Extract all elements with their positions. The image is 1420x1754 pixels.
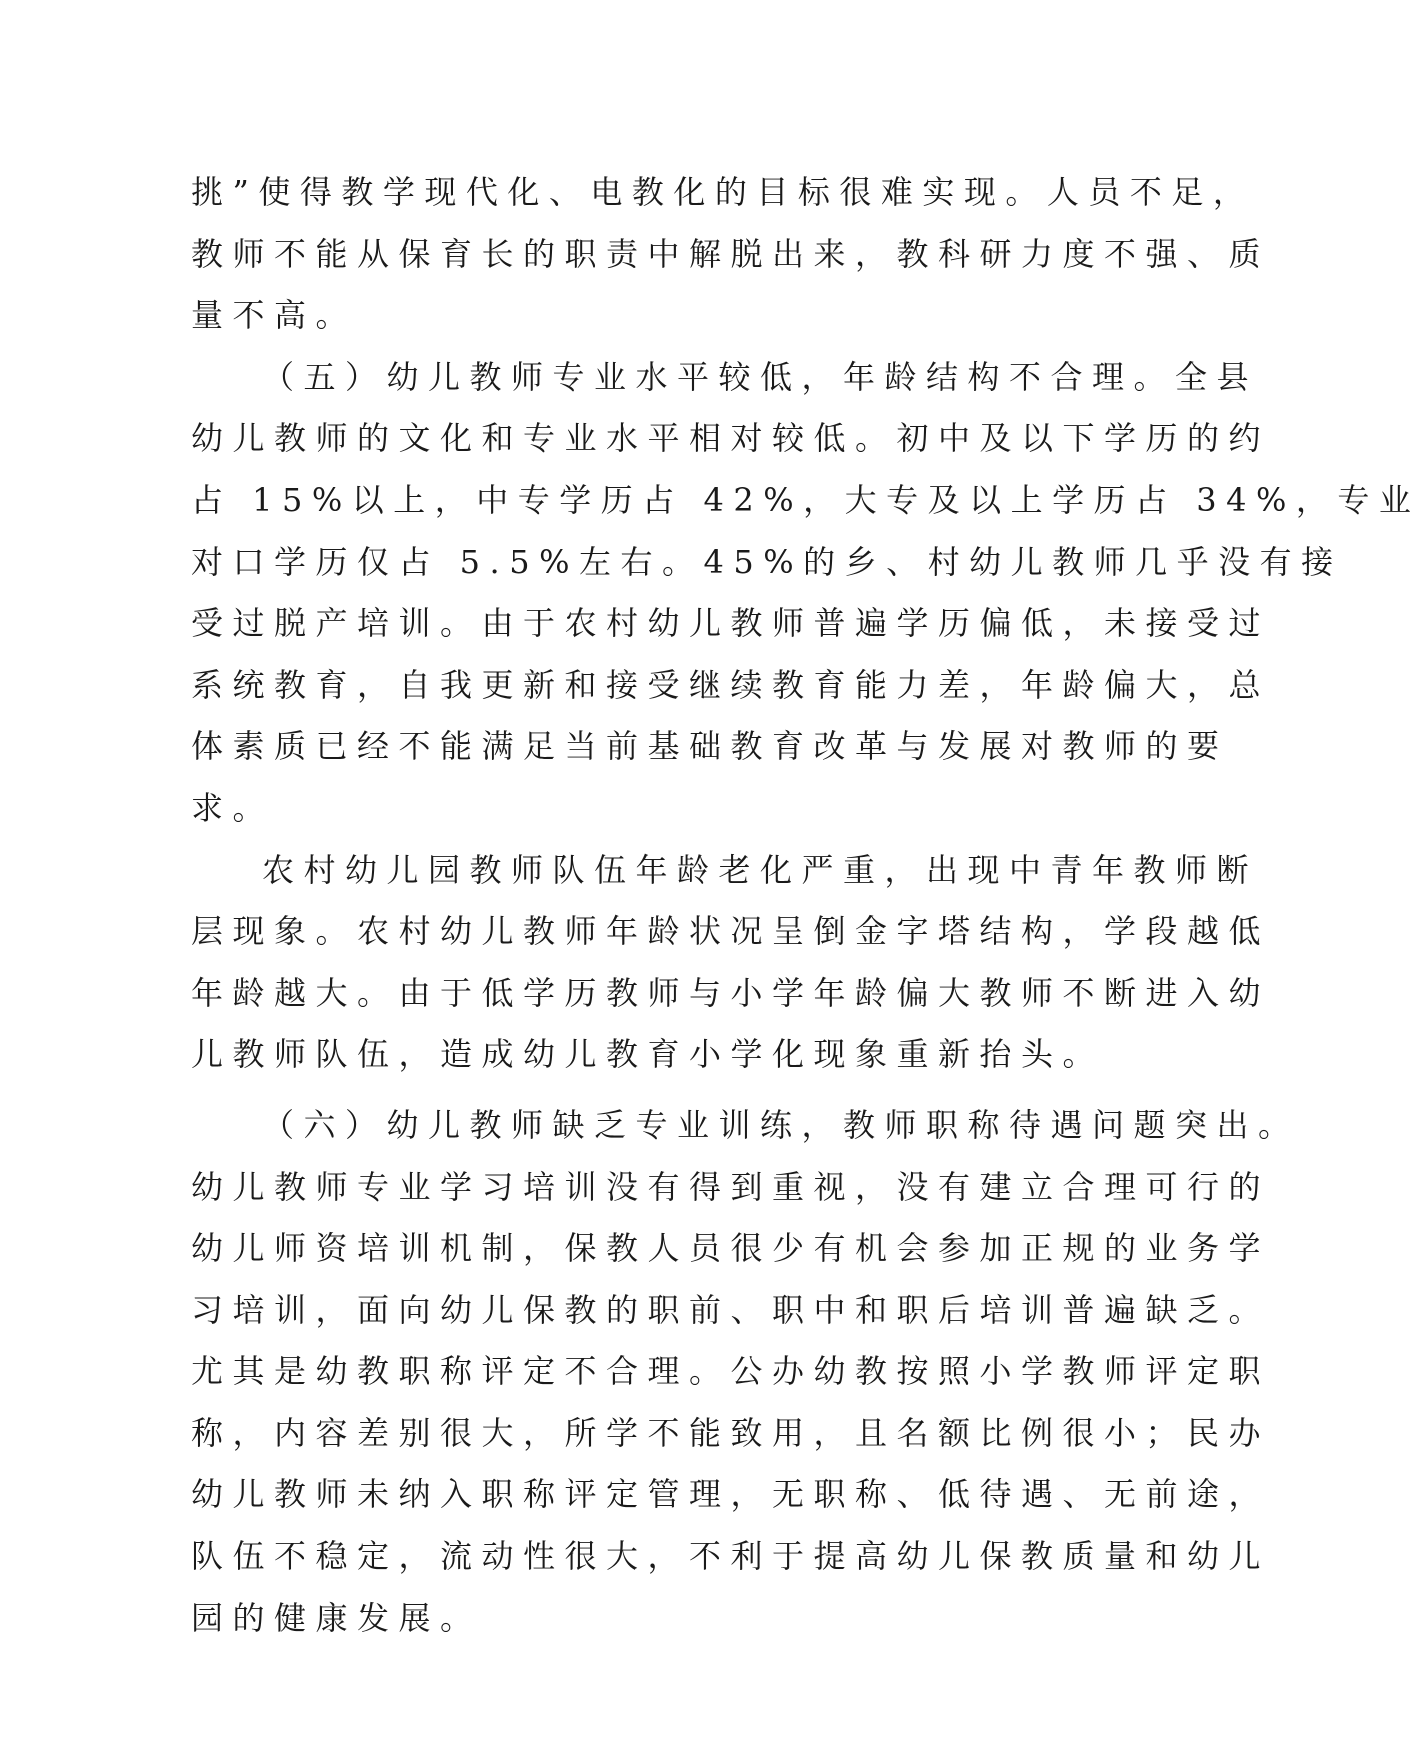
paragraph-aging xyxy=(191,840,1271,1086)
text-line: 幼儿教师的文化和专业水平相对较低。初中及以下学历的约 xyxy=(191,419,1271,458)
text-line: 队伍不稳定，流动性很大，不利于提高幼儿保教质量和幼儿 xyxy=(191,1537,1271,1576)
section-heading-line: （五）幼儿教师专业水平较低，年龄结构不合理。全县 xyxy=(262,357,1259,396)
text-line: 受过脱产培训。由于农村幼儿教师普遍学历偏低，未接受过 xyxy=(191,604,1271,643)
text-line: 称，内容差别很大，所学不能致用，且名额比例很小；民办 xyxy=(191,1413,1271,1452)
text-line: 求。 xyxy=(191,788,275,827)
text-line: 园的健康发展。 xyxy=(191,1598,482,1637)
text-line: 占 15%以上，中专学历占 42%，大专及以上学历占 34%，专业 xyxy=(191,480,1420,519)
text-line: 农村幼儿园教师队伍年龄老化严重，出现中青年教师断 xyxy=(262,850,1259,889)
text-line: 挑”使得教学现代化、电教化的目标很难实现。人员不足， xyxy=(191,173,1255,211)
text-line: 幼儿师资培训机制，保教人员很少有机会参加正规的业务学 xyxy=(191,1229,1271,1268)
text-line: 年龄越大。由于低学历教师与小学年龄偏大教师不断进入幼 xyxy=(191,973,1271,1012)
paragraph-section-5 xyxy=(191,347,1420,840)
text-line: 幼儿教师未纳入职称评定管理，无职称、低待遇、无前途， xyxy=(191,1475,1271,1514)
text-line: 层现象。农村幼儿教师年龄状况呈倒金字塔结构，学段越低 xyxy=(191,912,1271,951)
text-line: 对口学历仅占 5.5%左右。45%的乡、村幼儿教师几乎没有接 xyxy=(191,542,1343,581)
text-line: 教师不能从保育长的职责中解脱出来，教科研力度不强、质 xyxy=(191,234,1271,273)
text-line: 量不高。 xyxy=(191,296,358,335)
text-line: 幼儿教师专业学习培训没有得到重视，没有建立合理可行的 xyxy=(191,1167,1271,1206)
text-line: 系统教育，自我更新和接受继续教育能力差，年龄偏大，总 xyxy=(191,665,1271,704)
text-line: 体素质已经不能满足当前基础教育改革与发展对教师的要 xyxy=(191,727,1229,766)
paragraph-continuation xyxy=(191,162,1271,347)
section-heading-line: （六）幼儿教师缺乏专业训练，教师职称待遇问题突出。 xyxy=(262,1105,1300,1144)
document-body xyxy=(191,162,1420,1649)
paragraph-section-6 xyxy=(191,1095,1300,1649)
text-line: 儿教师队伍，造成幼儿教育小学化现象重新抬头。 xyxy=(191,1035,1105,1074)
text-line: 习培训，面向幼儿保教的职前、职中和职后培训普遍缺乏。 xyxy=(191,1290,1271,1329)
text-line: 尤其是幼教职称评定不合理。公办幼教按照小学教师评定职 xyxy=(191,1352,1271,1391)
